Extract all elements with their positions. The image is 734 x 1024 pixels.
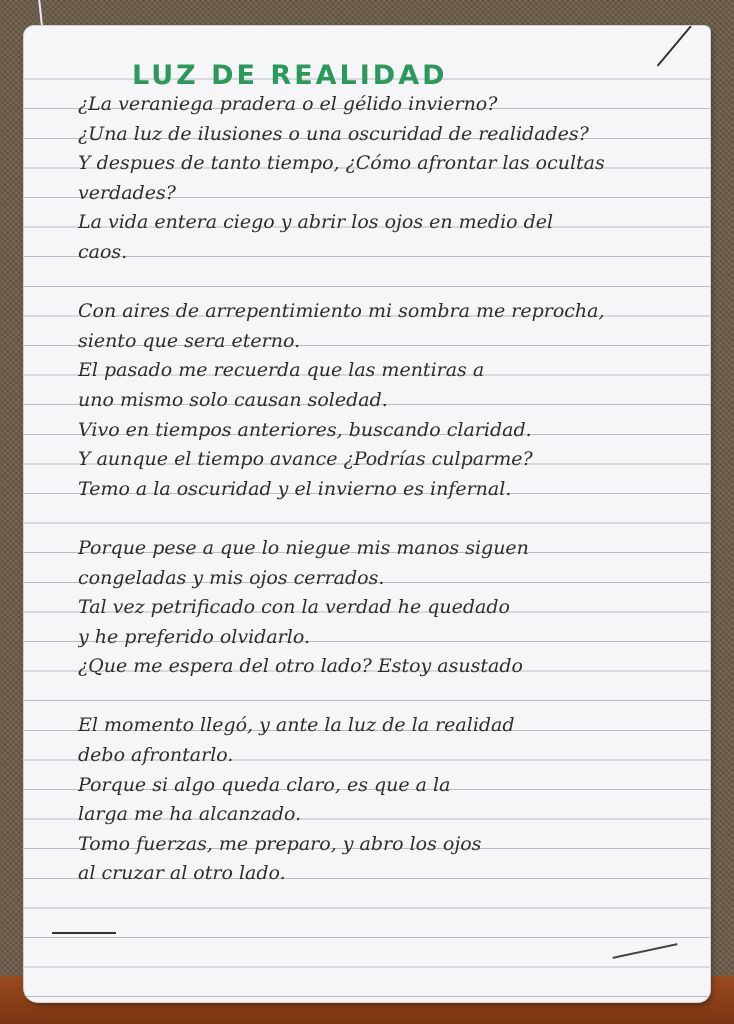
pen-mark-left [52, 932, 116, 934]
poem-line: ¿La veraniega pradera o el gélido invierno? [78, 93, 498, 115]
poem-line: verdades? [78, 181, 176, 204]
poem-line: ¿Que me espera del otro lado? Estoy asustado [78, 655, 523, 678]
stanza-gap [78, 682, 680, 712]
poem-line: al cruzar al otro lado. [78, 862, 286, 885]
poem-line: Tal vez petrificado con la verdad he quedado [78, 596, 510, 619]
poem-line: El momento llegó, y ante la luz de la realidad [78, 714, 515, 737]
poem-line: La vida entera ciego y abrir los ojos en medio del [78, 211, 554, 234]
stanza-gap [78, 504, 680, 534]
poem-line: uno mismo solo causan soledad. [78, 388, 388, 411]
notebook-page [24, 26, 710, 1002]
pencil-mark-corner [657, 26, 692, 66]
poem-line: Con aires de arrepentimiento mi sombra me reprocha, [78, 300, 605, 323]
poem-title: LUZ DE REALIDAD [132, 60, 448, 91]
poem-line: siento que sera eterno. [78, 329, 301, 352]
poem-line: Y despues de tanto tiempo, ¿Cómo afrontar las ocultas [78, 152, 605, 175]
poem-line: El pasado me recuerda que las mentiras a [78, 359, 485, 382]
poem-line: Tomo fuerzas, me preparo, y abro los ojos [78, 832, 482, 855]
poem-line: Y aunque el tiempo avance ¿Podrías culparme? [78, 448, 533, 471]
poem-line: larga me ha alcanzado. [78, 803, 302, 826]
poem-line: caos. [78, 240, 128, 263]
poem-line: y he preferido olvidarlo. [78, 625, 310, 648]
poem-line: Temo a la oscuridad y el invierno es infernal. [78, 477, 512, 500]
poem-line: congeladas y mis ojos cerrados. [78, 566, 385, 589]
poem-line: ¿Una luz de ilusiones o una oscuridad de realidades? [78, 122, 589, 145]
poem-body [78, 90, 680, 889]
poem-line: Porque si algo queda claro, es que a la [78, 773, 451, 796]
pen-mark-right [613, 943, 678, 959]
poem-line: Porque pese a que lo niegue mis manos siguen [78, 536, 529, 559]
poem-line: debo afrontarlo. [78, 744, 234, 767]
poem-line: Vivo en tiempos anteriores, buscando claridad. [78, 418, 532, 441]
stanza-gap [78, 268, 680, 298]
